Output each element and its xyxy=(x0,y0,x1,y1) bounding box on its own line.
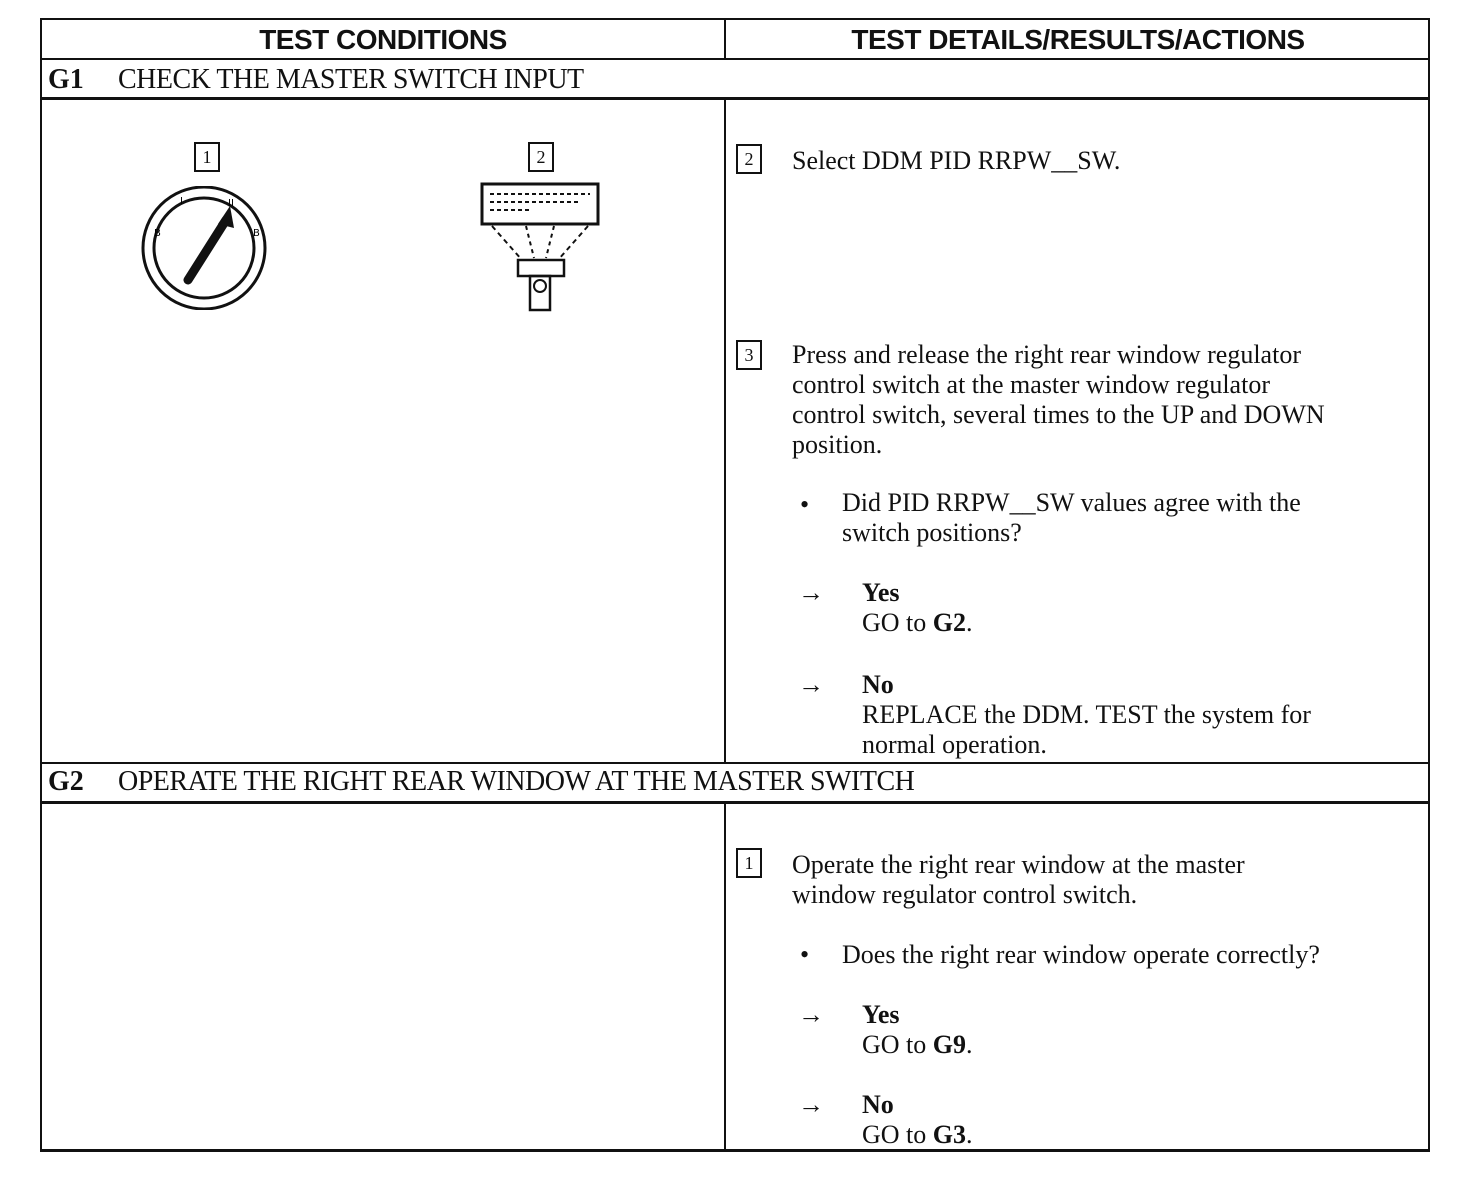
g2-no-arrow-icon: → xyxy=(798,1090,824,1119)
g1-step-3-box: 3 xyxy=(736,340,762,370)
g2-question-text: Does the right rear window operate correctly? xyxy=(842,940,1320,969)
g1-id: G1 xyxy=(48,64,84,95)
g2-id: G2 xyxy=(48,766,84,797)
g1-question-bullet: • xyxy=(800,490,810,519)
g1-step-2-box: 2 xyxy=(736,144,762,174)
g1-yes-block: Yes GO to G2. xyxy=(862,578,973,637)
svg-text:B: B xyxy=(253,228,260,239)
svg-text:I: I xyxy=(180,196,183,207)
g2-question-bullet: • xyxy=(800,940,810,969)
header-test-details: TEST DETAILS/RESULTS/ACTIONS xyxy=(724,20,1430,60)
g1-step-2-text: Select DDM PID RRPW__SW. xyxy=(792,146,1121,175)
g1-figure-box-2: 2 xyxy=(528,142,554,172)
g2-no-block: No GO to G3. xyxy=(862,1090,973,1149)
g2-step-1-box: 1 xyxy=(736,848,762,878)
g2-step-1-text: Operate the right rear window at the master window regulator control switch. xyxy=(792,850,1245,909)
g1-title: CHECK THE MASTER SWITCH INPUT xyxy=(118,64,584,95)
diagnostic-table xyxy=(40,18,1430,1152)
g1-figure-box-1: 1 xyxy=(194,142,220,172)
scan-tool-icon xyxy=(480,182,604,314)
g1-no-block: No REPLACE the DDM. TEST the system for normal operation. xyxy=(862,670,1311,759)
g1-no-arrow-icon: → xyxy=(798,670,824,699)
g2-yes-arrow-icon: → xyxy=(798,1000,824,1029)
g2-column-divider xyxy=(724,804,726,1149)
ignition-switch-icon xyxy=(140,186,274,310)
g2-yes-block: Yes GO to G9. xyxy=(862,1000,973,1059)
svg-text:II: II xyxy=(228,198,234,209)
g1-question-text: Did PID RRPW__SW values agree with the switch positions? xyxy=(842,488,1301,547)
svg-text:B: B xyxy=(154,228,161,239)
g1-column-divider xyxy=(724,100,726,762)
table-header xyxy=(42,18,1428,60)
g2-title: OPERATE THE RIGHT REAR WINDOW AT THE MASTER SWITCH xyxy=(118,766,915,797)
g2-title-row xyxy=(42,762,1428,804)
g1-yes-arrow-icon: → xyxy=(798,578,824,607)
g1-step-3-text: Press and release the right rear window regulator control switch at the master window regulator control switch, several times to the UP and DOWN position. xyxy=(792,340,1325,459)
header-test-conditions: TEST CONDITIONS xyxy=(259,24,507,55)
g1-title-row xyxy=(42,60,1428,100)
